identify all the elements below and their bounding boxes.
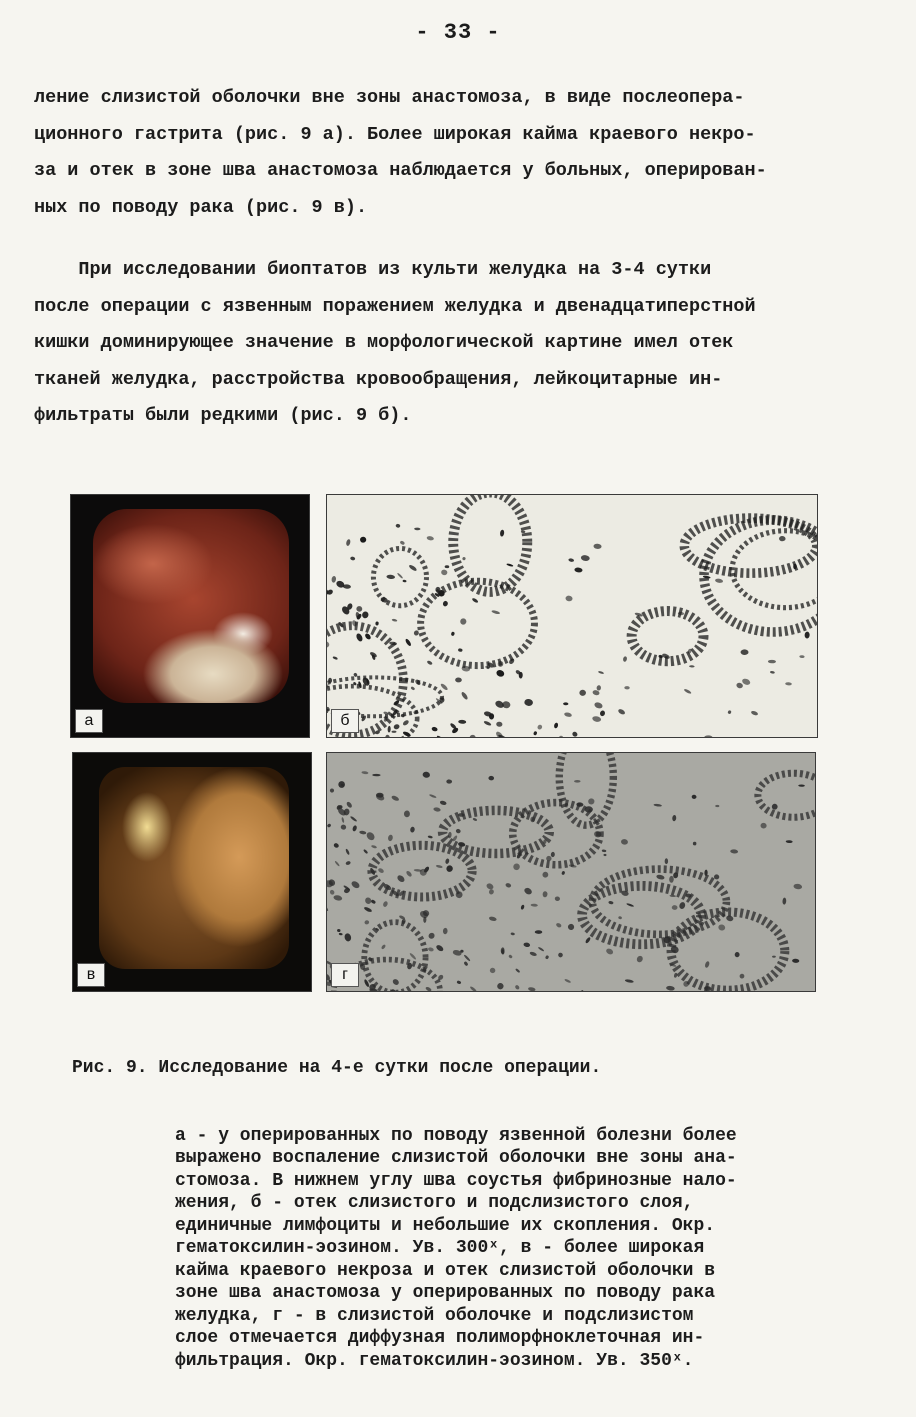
paragraph-1: ление слизистой оболочки вне зоны анастомоза, в виде послеопера- ционного гастрита (рис. 9 а). Более широкая кайма краевого некро- за и отек в зоне шва анастомоза наблюдается у больных, оперирован- ных по поводу рака (рис. 9 в). — [34, 80, 884, 226]
endoscopy-view — [93, 509, 289, 703]
figure-panel-v-endoscopy-image — [72, 752, 312, 992]
figure-panel-b-histology-image — [326, 494, 818, 738]
caption-title: Рис. 9. Исследование на 4-е сутки после операции. — [72, 1057, 862, 1080]
panel-label: в — [77, 963, 105, 987]
figure-caption — [72, 1012, 862, 1417]
figure-panel-g-histology-image — [326, 752, 816, 992]
caption-text: а - у оперированных по поводу язвенной болезни более выражено воспаление слизистой оболочки вне зоны ана- стомоза. В нижнем углу шва соустья фибринозные нало- жения, б - отек слизистого и подслизистого слоя, единичные лимфоциты и небольшие их скопления. Окр. гематоксилин-эозином. Ув. 300ˣ, в - более широкая кайма краевого некроза и отек слизистой оболочки в зоне шва анастомоза у оперированных по поводу рака желудка, г - в слизистой оболочке и подслизистом слое отмечается диффузная полиморфноклеточная ин- фильтрация. Окр. гематоксилин-эозином. Ув. 350ˣ. — [72, 1125, 862, 1373]
micrograph-texture — [741, 649, 749, 655]
micrograph-texture — [665, 858, 668, 864]
paragraph-2: При исследовании биоптатов из культи желудка на 3-4 сутки после операции с язвенным поражением желудка и двенадцатиперстной кишки доминирующее значение в морфологической картине имел отек тканей желудка, расстройства кровообращения, лейкоцитарные ин- фильтраты были редкими (рис. 9 б). — [34, 252, 884, 435]
histology-micrograph — [327, 495, 817, 737]
figure-panel-a-endoscopy-image — [70, 494, 310, 738]
micrograph-texture — [588, 798, 594, 804]
endoscopy-view — [99, 767, 289, 969]
micrograph-texture — [327, 753, 815, 991]
page-number: - 33 - — [0, 20, 916, 45]
panel-label: а — [75, 709, 103, 733]
panel-label: б — [331, 709, 359, 733]
panel-label: г — [331, 963, 359, 987]
histology-micrograph — [327, 753, 815, 991]
micrograph-texture — [574, 780, 580, 783]
